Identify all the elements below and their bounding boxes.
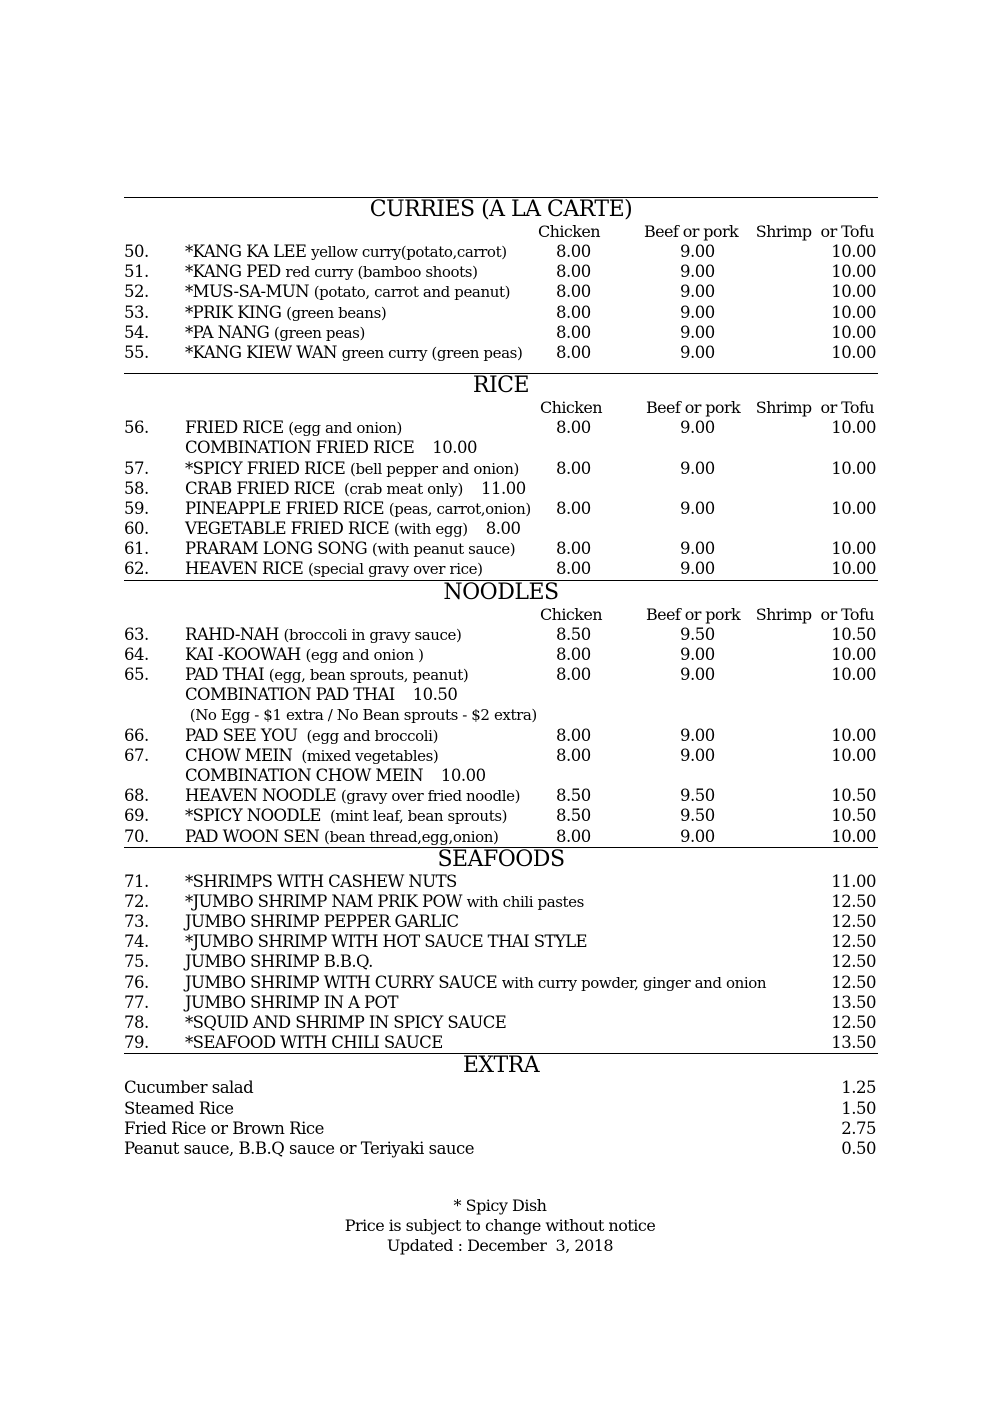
item-name-cell <box>185 499 531 519</box>
item-name: *SQUID AND SHRIMP IN SPICY SAUCE <box>185 1013 507 1032</box>
item-name: JUMBO SHRIMP IN A POT <box>185 992 398 1012</box>
item-description: (bell pepper and onion) <box>350 459 520 478</box>
item-number: 79. <box>124 1033 149 1053</box>
menu-item-row <box>124 1033 878 1054</box>
menu-item-row <box>124 625 878 645</box>
item-name: *PRIK KING <box>185 302 282 322</box>
price-column-headers <box>124 605 878 625</box>
item-name: JUMBO SHRIMP WITH CURRY SAUCE <box>185 972 498 992</box>
price-chicken: 8.50 <box>556 786 591 806</box>
item-description: (gravy over fried noodle) <box>340 787 521 806</box>
section-title-curries: CURRIES (A LA CARTE) <box>369 197 633 222</box>
item-name: KAI -KOOWAH <box>185 644 301 664</box>
inline-price: 8.00 <box>485 519 521 539</box>
price-beef-pork: 9.00 <box>680 745 715 765</box>
item-number: 71. <box>124 871 149 891</box>
item-name-cell <box>185 746 438 766</box>
item-number: 76. <box>124 972 149 992</box>
price-change-note: Price is subject to change without notice <box>344 1216 656 1235</box>
item-number: 77. <box>124 992 149 1012</box>
item-name: *KANG KA LEE <box>185 242 307 261</box>
item-number: 69. <box>124 806 149 826</box>
price-chicken: 8.00 <box>556 302 591 322</box>
item-number: 63. <box>124 624 149 644</box>
price-chicken: 8.00 <box>556 262 591 282</box>
price-shrimp-tofu: 10.00 <box>831 725 876 745</box>
column-header-chicken: Chicken <box>540 604 602 624</box>
inline-price: 10.50 <box>412 685 458 705</box>
price-chicken: 8.00 <box>556 458 591 478</box>
item-number: 50. <box>124 242 149 261</box>
item-name: VEGETABLE FRIED RICE <box>185 519 390 539</box>
item-description: (green beans) <box>286 303 387 322</box>
item-description: with chili pastes <box>466 892 584 911</box>
price-beef-pork: 9.00 <box>680 498 715 518</box>
item-number: 56. <box>124 418 149 438</box>
item-description: red curry (bamboo shoots) <box>285 263 478 282</box>
item-name: JUMBO SHRIMP PEPPER GARLIC <box>185 912 459 932</box>
item-name-cell <box>185 993 398 1013</box>
price-column-headers <box>124 398 878 418</box>
item-description: (mixed vegetables) <box>297 746 439 765</box>
extra-item-name: Peanut sauce, B.B.Q sauce or Teriyaki sauce <box>124 1138 475 1158</box>
price-shrimp-tofu: 12.50 <box>831 1013 876 1032</box>
item-name: COMBINATION CHOW MEIN <box>185 765 423 785</box>
item-description: (egg and broccoli) <box>302 726 439 745</box>
noodles-list <box>124 625 878 848</box>
item-description: (egg and onion ) <box>305 645 424 664</box>
item-name-cell <box>185 645 424 665</box>
price-shrimp-tofu: 12.50 <box>831 912 876 932</box>
menu-item-row <box>124 303 878 323</box>
menu-item-row <box>124 1013 878 1033</box>
item-number: 66. <box>124 725 149 745</box>
section-title-noodles: NOODLES <box>443 579 559 605</box>
column-header-beef-pork: Beef or pork <box>646 604 741 624</box>
item-number: 72. <box>124 891 149 911</box>
item-name-cell <box>185 303 386 323</box>
item-name-cell <box>185 665 468 685</box>
item-name-cell <box>185 726 438 746</box>
item-name: *JUMBO SHRIMP NAM PRIK POW <box>185 891 462 911</box>
menu-item-row <box>124 438 878 458</box>
price-column-headers <box>124 222 878 242</box>
menu-item-row <box>124 262 878 282</box>
item-name-cell <box>185 625 461 645</box>
price-beef-pork: 9.50 <box>680 806 715 826</box>
price-chicken: 8.00 <box>556 342 591 362</box>
extra-item-row <box>124 1119 878 1139</box>
item-name-cell <box>185 685 457 705</box>
item-number: 74. <box>124 932 149 952</box>
item-name-cell <box>185 973 766 993</box>
menu-item-row <box>124 499 878 519</box>
price-chicken: 8.00 <box>556 745 591 765</box>
item-description: with curry powder, ginger and onion <box>501 973 767 992</box>
item-name: *JUMBO SHRIMP WITH HOT SAUCE THAI STYLE <box>185 932 587 952</box>
inline-price: 11.00 <box>480 478 526 498</box>
menu-item-row <box>124 479 878 499</box>
price-chicken: 8.50 <box>556 624 591 644</box>
item-name: CHOW MEIN <box>185 745 293 765</box>
item-number: 70. <box>124 826 149 846</box>
item-description: (green peas) <box>273 323 365 342</box>
price-shrimp-tofu: 10.00 <box>831 322 876 342</box>
menu-item-row <box>124 459 878 479</box>
column-header-shrimp-tofu: Shrimp or Tofu <box>755 604 874 624</box>
item-name-cell <box>185 459 519 479</box>
price-shrimp-tofu: 10.00 <box>831 302 876 322</box>
menu-item-row <box>124 746 878 766</box>
menu-footer <box>0 1196 1000 1256</box>
menu-item-row <box>124 912 878 932</box>
menu-page <box>124 197 878 1159</box>
price-beef-pork: 9.00 <box>680 418 715 438</box>
column-header-chicken: Chicken <box>538 222 600 241</box>
item-description: (with peanut sauce) <box>371 540 516 559</box>
item-name: *MUS-SA-MUN <box>185 282 309 302</box>
updated-date: Updated : December 3, 2018 <box>386 1236 614 1255</box>
item-number: 59. <box>124 498 149 518</box>
item-name-cell <box>185 1033 443 1053</box>
price-chicken: 8.00 <box>556 665 591 684</box>
item-description: (with egg) <box>393 520 468 539</box>
menu-item-row <box>124 539 878 559</box>
price-beef-pork: 9.50 <box>680 786 715 806</box>
item-name-cell <box>185 519 521 539</box>
curries-list <box>124 242 878 363</box>
item-number: 62. <box>124 559 149 579</box>
price-beef-pork: 9.00 <box>680 559 715 579</box>
extra-item-price: 1.50 <box>841 1098 876 1118</box>
price-shrimp-tofu: 10.00 <box>831 644 876 664</box>
column-header-shrimp-tofu: Shrimp or Tofu <box>755 222 874 241</box>
item-number: 64. <box>124 644 149 664</box>
menu-item-row <box>124 766 878 786</box>
price-shrimp-tofu: 10.00 <box>831 559 876 579</box>
item-description: (potato, carrot and peanut) <box>313 283 511 302</box>
item-number: 57. <box>124 458 149 478</box>
price-beef-pork: 9.00 <box>680 644 715 664</box>
item-name-cell <box>185 262 478 282</box>
item-name-cell <box>185 892 584 912</box>
price-shrimp-tofu: 10.50 <box>831 624 876 644</box>
item-number: 51. <box>124 262 149 282</box>
menu-item-row <box>124 892 878 912</box>
item-name-cell <box>185 438 477 458</box>
menu-item-row <box>124 872 878 892</box>
item-name-cell <box>185 872 457 892</box>
item-name-cell <box>185 827 498 847</box>
price-shrimp-tofu: 10.00 <box>831 262 876 282</box>
item-name: JUMBO SHRIMP B.B.Q. <box>185 952 373 972</box>
item-description: (broccoli in gravy sauce) <box>283 625 462 644</box>
item-name: *SPICY FRIED RICE <box>185 458 346 478</box>
price-beef-pork: 9.00 <box>680 458 715 478</box>
price-shrimp-tofu: 12.50 <box>831 972 876 992</box>
extra-item-row <box>124 1139 878 1159</box>
price-beef-pork: 9.50 <box>680 624 715 644</box>
extra-item-price: 2.75 <box>841 1118 876 1138</box>
price-beef-pork: 9.00 <box>680 302 715 322</box>
item-name-cell <box>185 766 486 786</box>
item-name-cell <box>185 912 459 932</box>
item-name-cell <box>185 705 537 725</box>
menu-item-row <box>124 705 878 725</box>
price-beef-pork: 9.00 <box>680 665 715 684</box>
item-number: 52. <box>124 282 149 302</box>
price-shrimp-tofu: 11.00 <box>831 871 876 891</box>
menu-item-row <box>124 827 878 848</box>
item-name-cell <box>185 242 507 262</box>
rice-list <box>124 418 878 581</box>
menu-item-row <box>124 973 878 993</box>
menu-item-row <box>124 806 878 826</box>
item-number: 58. <box>124 478 149 498</box>
price-shrimp-tofu: 13.50 <box>831 1033 876 1053</box>
price-chicken: 8.00 <box>556 418 591 438</box>
item-name: FRIED RICE <box>185 418 284 438</box>
item-name-cell <box>185 952 373 972</box>
inline-price: 10.00 <box>432 438 477 458</box>
menu-item-row <box>124 282 878 302</box>
menu-item-row <box>124 726 878 746</box>
price-shrimp-tofu: 10.00 <box>831 458 876 478</box>
price-shrimp-tofu: 13.50 <box>831 992 876 1012</box>
price-shrimp-tofu: 12.50 <box>831 952 876 972</box>
menu-item-row <box>124 242 878 262</box>
item-number: 67. <box>124 745 149 765</box>
item-name: HEAVEN NOODLE <box>185 786 337 806</box>
item-name: *SHRIMPS WITH CASHEW NUTS <box>185 871 457 891</box>
inline-price: 10.00 <box>440 765 486 785</box>
extra-item-name: Steamed Rice <box>124 1098 234 1118</box>
price-shrimp-tofu: 10.00 <box>831 342 876 362</box>
price-shrimp-tofu: 10.00 <box>831 282 876 302</box>
item-number: 75. <box>124 952 149 972</box>
price-beef-pork: 9.00 <box>680 242 715 261</box>
price-chicken: 8.50 <box>556 806 591 826</box>
price-chicken: 8.00 <box>556 282 591 302</box>
price-shrimp-tofu: 10.00 <box>831 745 876 765</box>
item-name-cell <box>185 343 522 363</box>
price-shrimp-tofu: 10.50 <box>831 806 876 826</box>
item-description: yellow curry(potato,carrot) <box>311 243 507 261</box>
item-name: COMBINATION FRIED RICE <box>185 438 415 458</box>
item-name-cell <box>185 1013 506 1033</box>
extra-item-name: Cucumber salad <box>124 1078 254 1098</box>
price-chicken: 8.00 <box>556 242 591 261</box>
price-beef-pork: 9.00 <box>680 262 715 282</box>
item-description: (egg, bean sprouts, peanut) <box>268 666 469 684</box>
item-name: *KANG PED <box>185 262 281 282</box>
price-shrimp-tofu: 10.00 <box>831 826 876 846</box>
item-name-cell <box>185 418 402 438</box>
extra-item-name: Fried Rice or Brown Rice <box>124 1118 324 1138</box>
item-description: (peas, carrot,onion) <box>388 499 531 518</box>
price-chicken: 8.00 <box>556 826 591 846</box>
item-name-cell <box>185 479 526 499</box>
item-description: (mint leaf, bean sprouts) <box>325 807 508 826</box>
item-name: *PA NANG <box>185 322 270 342</box>
item-name: PAD SEE YOU <box>185 725 298 745</box>
price-beef-pork: 9.00 <box>680 322 715 342</box>
column-header-beef-pork: Beef or pork <box>646 398 741 418</box>
item-number: 53. <box>124 302 149 322</box>
extra-item-row <box>124 1099 878 1119</box>
extra-item-row <box>124 1078 878 1098</box>
item-description: (bean thread,egg,onion) <box>324 827 499 846</box>
item-name: HEAVEN RICE <box>185 559 304 579</box>
price-beef-pork: 9.00 <box>680 826 715 846</box>
price-chicken: 8.00 <box>556 644 591 664</box>
menu-item-row <box>124 685 878 705</box>
spicy-dish-note: * Spicy Dish <box>453 1196 547 1215</box>
item-name: CRAB FRIED RICE <box>185 478 335 498</box>
item-number: 61. <box>124 539 149 559</box>
item-name-cell <box>185 282 510 302</box>
menu-item-row <box>124 932 878 952</box>
item-description: (crab meat only) <box>339 479 463 498</box>
price-beef-pork: 9.00 <box>680 539 715 559</box>
item-name: PINEAPPLE FRIED RICE <box>185 498 384 518</box>
menu-item-row <box>124 952 878 972</box>
item-number: 78. <box>124 1013 149 1032</box>
menu-item-row <box>124 645 878 665</box>
price-shrimp-tofu: 10.00 <box>831 242 876 261</box>
section-title-seafoods: SEAFOODS <box>437 846 565 872</box>
item-description: (special gravy over rice) <box>307 560 483 579</box>
column-header-beef-pork: Beef or pork <box>644 222 739 241</box>
column-header-chicken: Chicken <box>540 398 602 418</box>
price-chicken: 8.00 <box>556 539 591 559</box>
price-shrimp-tofu: 10.00 <box>831 498 876 518</box>
item-name: RAHD-NAH <box>185 624 279 644</box>
item-description: (No Egg - $1 extra / No Bean sprouts - $2 extra) <box>189 706 537 725</box>
menu-item-row <box>124 993 878 1013</box>
price-shrimp-tofu: 10.00 <box>831 539 876 559</box>
menu-item-row <box>124 786 878 806</box>
item-number: 68. <box>124 786 149 806</box>
menu-item-row <box>124 665 878 685</box>
menu-item-row <box>124 559 878 580</box>
price-beef-pork: 9.00 <box>680 725 715 745</box>
item-number: 60. <box>124 519 149 539</box>
price-chicken: 8.00 <box>556 322 591 342</box>
item-name: PAD WOON SEN <box>185 826 320 846</box>
menu-item-row <box>124 343 878 363</box>
item-name: *SPICY NOODLE <box>185 806 321 826</box>
item-description: green curry (green peas) <box>341 343 523 362</box>
extra-item-price: 1.25 <box>841 1078 876 1098</box>
item-number: 54. <box>124 322 149 342</box>
menu-item-row <box>124 323 878 343</box>
menu-item-row <box>124 519 878 539</box>
section-title-rice: RICE <box>472 373 530 399</box>
extra-item-price: 0.50 <box>841 1138 876 1158</box>
price-chicken: 8.00 <box>556 725 591 745</box>
section-title-extra: EXTRA <box>462 1053 540 1079</box>
item-name: PRARAM LONG SONG <box>185 539 368 559</box>
item-number: 55. <box>124 342 149 362</box>
column-header-shrimp-tofu: Shrimp or Tofu <box>755 398 874 418</box>
item-name: COMBINATION PAD THAI <box>185 685 395 705</box>
price-shrimp-tofu: 12.50 <box>831 891 876 911</box>
price-beef-pork: 9.00 <box>680 282 715 302</box>
item-name: *KANG KIEW WAN <box>185 342 337 362</box>
seafoods-list <box>124 872 878 1055</box>
price-chicken: 8.00 <box>556 559 591 579</box>
item-name-cell <box>185 323 365 343</box>
item-name: *SEAFOOD WITH CHILI SAUCE <box>185 1033 443 1053</box>
item-name-cell <box>185 932 587 952</box>
price-shrimp-tofu: 12.50 <box>831 932 876 952</box>
item-number: 73. <box>124 912 149 932</box>
item-name-cell <box>185 806 507 826</box>
item-name-cell <box>185 539 515 559</box>
price-shrimp-tofu: 10.00 <box>831 418 876 438</box>
item-description: (egg and onion) <box>288 419 402 438</box>
item-name: PAD THAI <box>185 665 265 684</box>
item-name-cell <box>185 559 483 579</box>
price-shrimp-tofu: 10.00 <box>831 665 876 684</box>
item-number: 65. <box>124 665 149 684</box>
price-shrimp-tofu: 10.50 <box>831 786 876 806</box>
extra-list <box>124 1078 878 1159</box>
price-beef-pork: 9.00 <box>680 342 715 362</box>
menu-item-row <box>124 418 878 438</box>
item-name-cell <box>185 786 520 806</box>
price-chicken: 8.00 <box>556 498 591 518</box>
